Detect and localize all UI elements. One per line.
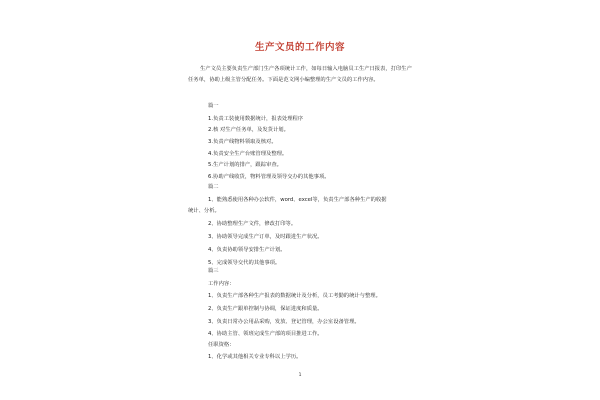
list-item: 6.协助产线收货，物料管理及领导交办的其他事项。 [208,174,330,180]
list-item: 4、协助主管、领班完成生产部的项目推进工作。 [208,331,323,337]
list-item: 2、协助整理生产文件，修改打印等。 [208,221,297,227]
section-heading: 篇一 [208,103,219,109]
section-heading: 篇三 [208,268,219,274]
list-item: 2、负责生产跟单控制与协调，保证进度和质量。 [208,306,323,312]
intro-paragraph: 生产文员主要负责生产部门生产各项统计工作，如每日输入电脑员工生产日报表，打印生产任务单，协助上级主管分配任务。下面是范文网小编整理的生产文员的工作内容。 [188,66,412,83]
list-item: 4.负责安全生产台账管理及整理。 [208,151,288,157]
list-item: 5.生产计划的排产，跟踪审查。 [208,162,282,168]
list-item: 1.负责工装使用数据统计，报表处理程序 [208,116,304,122]
page-number: 1 [298,373,302,378]
list-item: 3.负责产线物料领取及核对。 [208,139,277,145]
section-heading: 篇二 [208,184,219,190]
list-item: 统计、分析。 [188,208,220,214]
list-item: 1、能熟悉使用各种办公软件，word、excel等，负责生产部各种生产的收据 [208,197,387,203]
list-item: 1、化学或其他相关专业专科以上学历。 [208,354,302,360]
list-item: 5、完成领导交代的其他事项。 [208,260,281,266]
list-item: 3、协助领导完成生产订单，及时跟进生产状况。 [208,234,323,240]
list-item: 1、负责生产部各种生产报表的数据统计及分析，员工考勤的统计与整理。 [208,293,381,299]
list-item: 4、负责协助领导安排生产计划。 [208,247,286,253]
list-item: 3、负责日常办公用品采购，发放、登记管理，办公室设备管理。 [208,319,360,325]
list-item: 工作内容： [208,281,235,287]
list-item: 2.核 对生产任务单，及发货计划。 [208,127,289,133]
document-title: 生产文员的工作内容 [254,42,345,53]
list-item: 任职资格： [208,342,235,348]
